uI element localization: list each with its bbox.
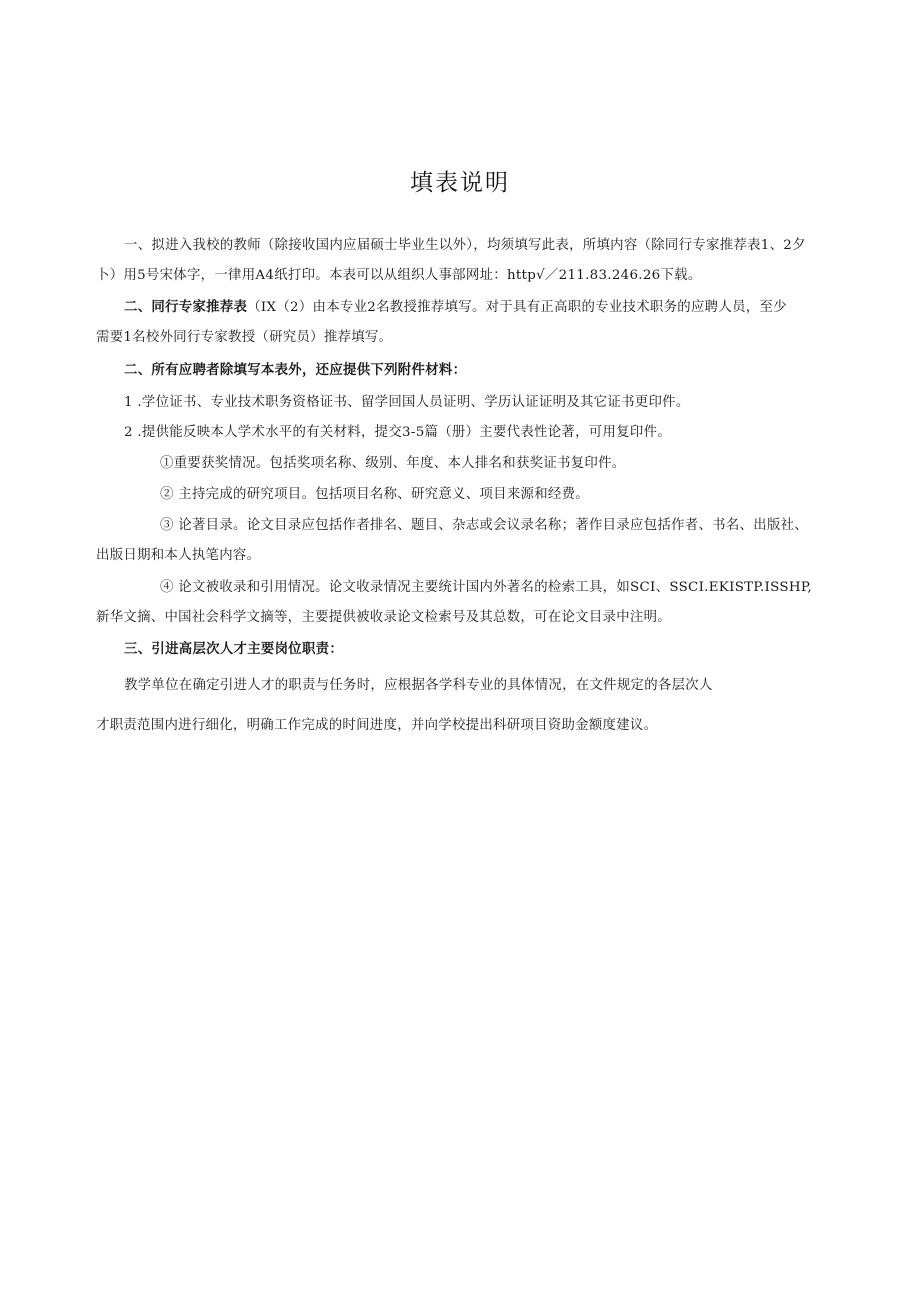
sub-item-2: ② 主持完成的研究项目。包括项目名称、研究意义、项目来源和经费。 — [160, 487, 589, 502]
page-title: 填表说明 — [410, 170, 510, 196]
list-item-2: 2 .提供能反映本人学术水平的有关材料，提交3-5篇（册）主要代表性论著，可用复印件。 — [124, 425, 671, 440]
section2-line1 — [124, 298, 787, 318]
final-line1: 教学单位在确定引进人才的职责与任务时，应根据各学科专业的具体情况，在文件规定的各层次人 — [124, 678, 713, 693]
section2-heading: 二、同行专家推荐表 — [124, 300, 248, 315]
sub-item-4-line2: 新华文摘、中国社会科学文摘等，主要提供被收录论文检索号及其总数，可在论文目录中注明。 — [96, 610, 672, 625]
sub-item-4-line1: ④ 论文被收录和引用情况。论文收录情况主要统计国内外著名的检索工具，如SCI、SSCI.EKISTP.ISSHP, — [160, 580, 812, 595]
sub-item-1: ①重要获奖情况。包括奖项名称、级别、年度、本人排名和获奖证书复印件。 — [160, 456, 626, 471]
para1-line1: 一、拟进入我校的教师（除接收国内应届硕士毕业生以外），均须填写此表，所填内容（除同行专家推荐表1、2夕 — [124, 238, 806, 253]
sub-item-3-line2: 出版日期和本人执笔内容。 — [96, 548, 261, 563]
list-item-1: 1 .学位证书、专业技术职务资格证书、留学回国人员证明、学历认证证明及其它证书更印件。 — [124, 395, 690, 410]
section2-text: （IX（2）由本专业2名教授推荐填写。对于具有正高职的专业技术职务的应聘人员，至少 — [247, 300, 787, 315]
para1-line2: 卜）用5号宋体字，一律用A4纸打印。本表可以从组织人事部网址：http√／211.83.246.26下载。 — [96, 268, 702, 283]
final-line2: 才职责范围内进行细化，明确工作完成的时间进度，并向学校提出科研项目资助金额度建议。 — [96, 718, 658, 733]
section3-heading: 二、所有应聘者除填写本表外，还应提供下列附件材料： — [124, 363, 467, 378]
section2-line2: 需要1名校外同行专家教授（研究员）推荐填写。 — [96, 330, 393, 345]
sub-item-3-line1: ③ 论著目录。论文目录应包括作者排名、题目、杂志或会议录名称；著作目录应包括作者、书名、出版社、 — [160, 518, 809, 533]
section4-heading: 三、引进高层次人才主要岗位职责： — [124, 642, 344, 657]
